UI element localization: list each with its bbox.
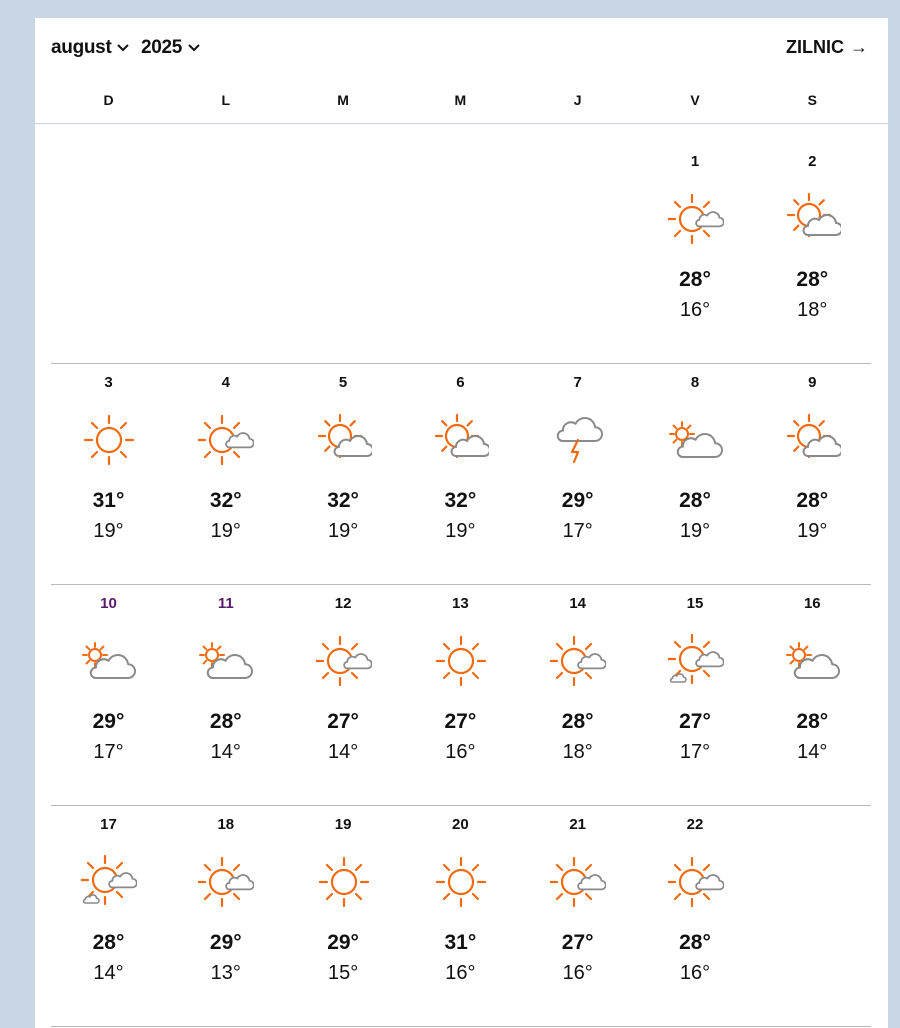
mostly-cloudy-icon <box>81 633 137 689</box>
temp-min: 14° <box>797 741 828 763</box>
temp-min: 16° <box>679 962 711 984</box>
temp-max: 32° <box>444 489 477 512</box>
temp-min: 16° <box>445 741 476 763</box>
day-number: 10 <box>100 595 117 612</box>
sun-cloud-small-icon <box>198 854 254 910</box>
week-separator <box>51 1026 871 1027</box>
temp-min: 16° <box>679 299 711 321</box>
temp-min: 19° <box>445 520 476 542</box>
weekday-label: J <box>573 92 582 108</box>
day-number: 1 <box>690 153 700 170</box>
day-cell[interactable] <box>402 585 519 785</box>
day-cell[interactable] <box>754 143 871 343</box>
temp-min: 19° <box>327 520 359 542</box>
sun-cloud-small-icon <box>550 633 606 689</box>
day-cell[interactable] <box>637 806 754 1006</box>
temp-min: 19° <box>93 520 124 542</box>
sun-cloud-small-icon <box>550 854 606 910</box>
temp-max: 29° <box>561 489 594 512</box>
month-label: august <box>51 37 112 58</box>
sun-icon <box>81 412 137 468</box>
weekday-label: V <box>690 92 700 108</box>
temp-max: 31° <box>444 931 477 954</box>
day-number: 13 <box>452 595 469 612</box>
temp-max: 29° <box>209 931 242 954</box>
day-number: 20 <box>452 816 469 833</box>
temp-min: 18° <box>797 299 828 321</box>
day-cell[interactable] <box>754 585 871 785</box>
day-cell[interactable] <box>519 585 636 785</box>
arrow-right-icon: → <box>850 37 868 57</box>
day-cell[interactable] <box>402 806 519 1006</box>
mostly-cloudy-icon <box>668 412 724 468</box>
temp-min: 18° <box>562 741 593 763</box>
calendar-header <box>35 18 888 76</box>
temp-max: 28° <box>679 268 711 291</box>
temp-max: 28° <box>92 931 125 954</box>
sun-cloud-small-icon <box>198 412 254 468</box>
day-number: 6 <box>456 374 465 391</box>
day-number: 3 <box>104 374 113 391</box>
day-number: 21 <box>569 816 587 833</box>
temp-min: 19° <box>679 520 711 542</box>
temp-max: 28° <box>796 710 829 733</box>
partly-cloudy-icon <box>785 191 841 247</box>
temp-min: 17° <box>679 741 711 763</box>
day-cell[interactable] <box>50 585 167 785</box>
temp-max: 29° <box>327 931 359 954</box>
day-cell[interactable] <box>285 364 402 564</box>
weekday-label: S <box>807 92 817 108</box>
day-number: 5 <box>338 374 348 391</box>
temp-max: 27° <box>327 710 359 733</box>
day-number: 22 <box>686 816 704 833</box>
temp-max: 27° <box>444 710 477 733</box>
day-cell[interactable] <box>50 364 167 564</box>
day-cell[interactable] <box>285 585 402 785</box>
temp-max: 32° <box>209 489 242 512</box>
daily-link-label: ZILNIC <box>786 37 844 57</box>
day-cell[interactable] <box>637 585 754 785</box>
day-cell[interactable] <box>519 364 636 564</box>
temp-max: 28° <box>561 710 594 733</box>
day-cell[interactable] <box>50 806 167 1006</box>
day-number: 12 <box>334 595 352 612</box>
temp-min: 17° <box>562 520 593 542</box>
month-selector[interactable] <box>51 37 130 59</box>
temp-max: 28° <box>679 931 711 954</box>
temp-min: 16° <box>445 962 476 984</box>
day-number: 8 <box>690 374 700 391</box>
mostly-cloudy-icon <box>785 633 841 689</box>
day-cell[interactable] <box>167 806 284 1006</box>
sun-icon <box>433 854 489 910</box>
weekday-label: L <box>221 92 231 108</box>
sun-icon <box>316 854 372 910</box>
temp-min: 19° <box>797 520 828 542</box>
day-number: 2 <box>808 153 817 170</box>
day-cell[interactable] <box>167 585 284 785</box>
temp-min: 14° <box>93 962 124 984</box>
day-number: 16 <box>803 595 821 612</box>
calendar-panel <box>35 18 888 1028</box>
day-cell[interactable] <box>637 143 754 343</box>
day-number: 14 <box>569 595 587 612</box>
temp-min: 15° <box>327 962 359 984</box>
temp-max: 31° <box>92 489 125 512</box>
temp-max: 28° <box>796 268 829 291</box>
day-number: 15 <box>686 595 704 612</box>
sun-icon <box>433 633 489 689</box>
temp-max: 28° <box>209 710 242 733</box>
weekday-header <box>35 76 888 124</box>
day-number: 17 <box>100 816 117 833</box>
temp-min: 14° <box>327 741 359 763</box>
sun-two-clouds-icon <box>81 854 137 910</box>
temp-min: 17° <box>93 741 124 763</box>
day-cell[interactable] <box>637 364 754 564</box>
temp-max: 27° <box>679 710 711 733</box>
year-selector[interactable] <box>141 37 201 59</box>
partly-cloudy-icon <box>316 412 372 468</box>
day-number: 18 <box>217 816 235 833</box>
temp-max: 28° <box>679 489 711 512</box>
weekday-label: D <box>103 92 114 108</box>
day-cell[interactable] <box>285 806 402 1006</box>
sun-cloud-small-icon <box>668 191 724 247</box>
partly-cloudy-icon <box>433 412 489 468</box>
mostly-cloudy-icon <box>198 633 254 689</box>
sun-cloud-small-icon <box>316 633 372 689</box>
day-cell[interactable] <box>167 364 284 564</box>
chevron-down-icon <box>187 37 201 59</box>
day-number: 9 <box>808 374 817 391</box>
temp-min: 13° <box>210 962 241 984</box>
temp-min: 16° <box>562 962 593 984</box>
sun-cloud-small-icon <box>668 854 724 910</box>
day-cell[interactable] <box>402 364 519 564</box>
temp-max: 28° <box>796 489 829 512</box>
day-cell[interactable] <box>754 364 871 564</box>
daily-view-link[interactable] <box>786 37 868 58</box>
weekday-label: M <box>337 92 349 108</box>
temp-min: 19° <box>210 520 241 542</box>
chevron-down-icon <box>116 37 130 59</box>
temp-max: 27° <box>561 931 594 954</box>
year-label: 2025 <box>141 37 183 58</box>
partly-cloudy-icon <box>785 412 841 468</box>
day-number: 7 <box>573 374 582 391</box>
weekday-label: M <box>454 92 467 108</box>
day-number: 11 <box>217 595 234 612</box>
day-number: 4 <box>221 374 230 391</box>
temp-max: 32° <box>327 489 359 512</box>
thunderstorm-icon <box>550 412 606 468</box>
temp-min: 14° <box>210 741 241 763</box>
day-cell[interactable] <box>519 806 636 1006</box>
sun-two-clouds-icon <box>668 633 724 689</box>
day-number: 19 <box>334 816 352 833</box>
temp-max: 29° <box>92 710 125 733</box>
